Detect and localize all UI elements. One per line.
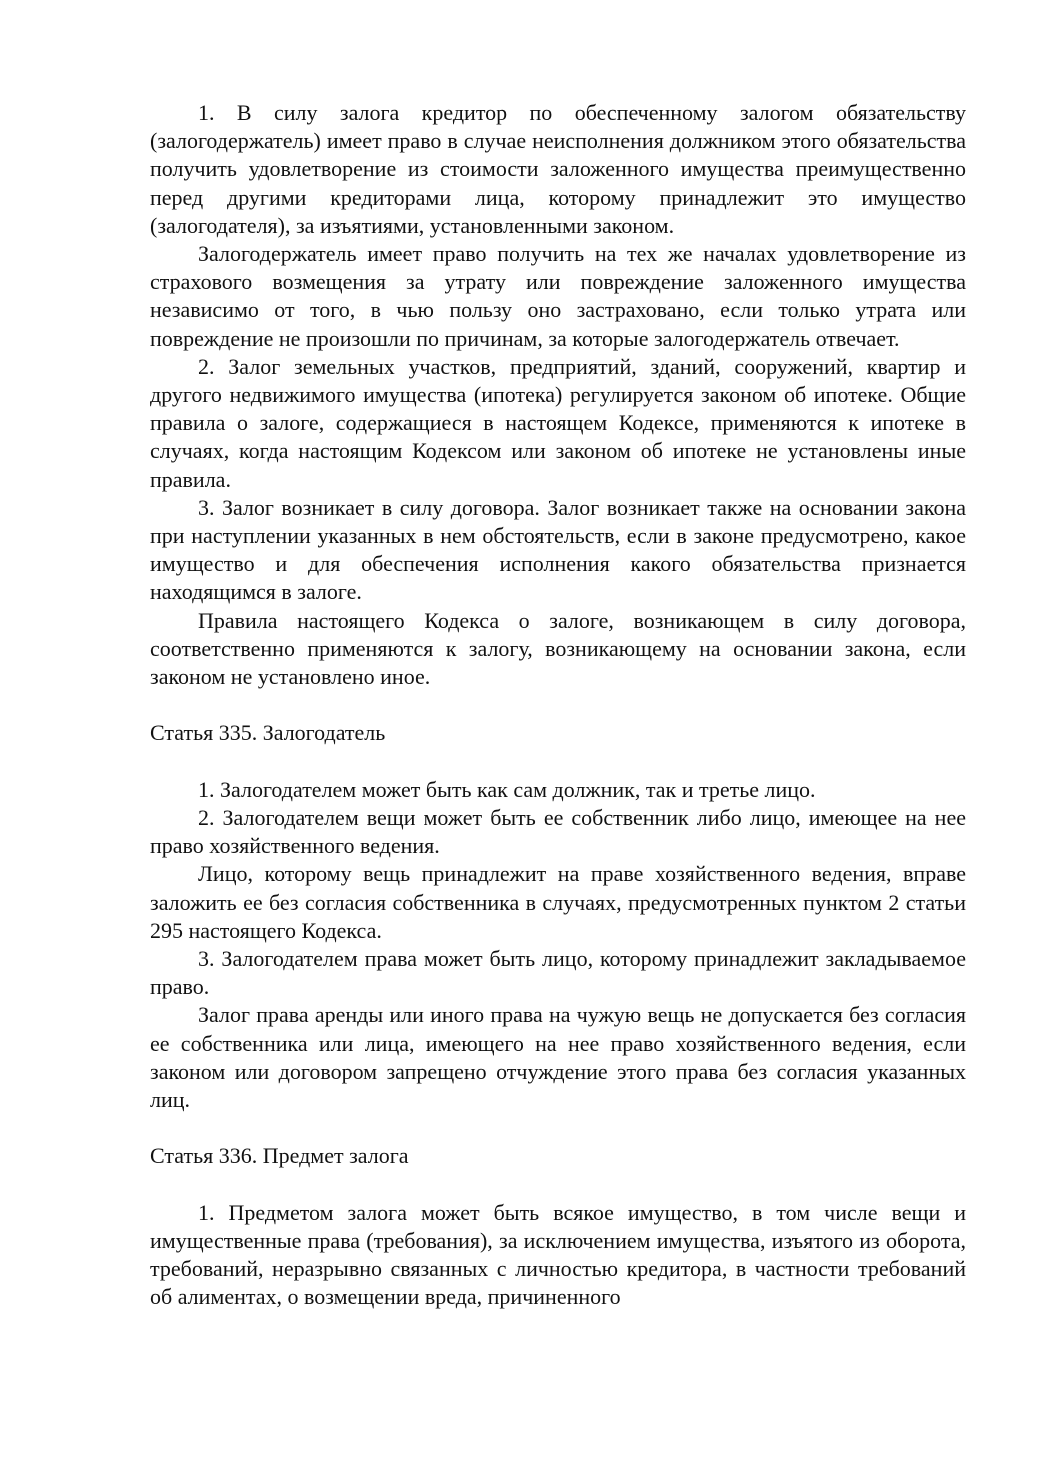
paragraph-335-2: 2. Залогодателем вещи может быть ее собственник либо лицо, имеющее на нее право хозяйственного ведения. xyxy=(150,805,966,859)
paragraph-336-1: 1. Предметом залога может быть всякое имущество, в том числе вещи и имущественные права (требования), за исключением имущества, изъятого из оборота, требований, неразрывно связанных с личностью кредитора, в частности требований об алиментах, о возмещении вреда, причиненного xyxy=(150,1199,966,1310)
paragraph-335-3-lease: Залог права аренды или иного права на чужую вещь не допускается без согласия ее собственника или лица, имеющего на нее право хозяйственного ведения, если законом или договором запрещено отчуждение этого права без согласия указанных лиц. xyxy=(150,1002,966,1113)
paragraph-335-1: 1. Залогодателем может быть как сам должник, так и третье лицо. xyxy=(198,776,816,802)
paragraph-334-1: 1. В силу залога кредитор по обеспеченному залогом обязательству (залогодержатель) имеет право в случае неисполнения должником этого обязательства получить удовлетворение из стоимости заложенного имущества преимущественно перед другими кредиторами лица, которому принадлежит это имущество (залогодателя), за изъятиями, установленными законом. xyxy=(150,100,966,238)
paragraph-335-2-economic: Лицо, которому вещь принадлежит на праве хозяйственного ведения, вправе заложить ее без согласия собственника в случаях, предусмотренных пунктом 2 статьи 295 настоящего Кодекса. xyxy=(150,861,966,943)
article-335-heading: Статья 335. Залогодатель xyxy=(150,720,386,746)
paragraph-334-3-rules: Правила настоящего Кодекса о залоге, возникающем в силу договора, соответственно применяются к залогу, возникающему на основании закона, если законом не установлено иное. xyxy=(150,607,966,690)
paragraph-334-3: 3. Залог возникает в силу договора. Залог возникает также на основании закона при наступлении указанных в нем обстоятельств, если в законе предусмотрено, какое имущество и для обеспечения исполнения какого обязательства признается находящимся в залоге. xyxy=(150,494,966,605)
paragraph-334-2: 2. Залог земельных участков, предприятий, зданий, сооружений, квартир и другого недвижимого имущества (ипотека) регулируется законом об ипотеке. Общие правила о залоге, содержащиеся в настоящем Кодексе, применяются к ипотеке в случаях, когда настоящим Кодексом или законом об ипотеке не установлены иные правила. xyxy=(150,353,966,492)
paragraph-335-3: 3. Залогодателем права может быть лицо, которому принадлежит закладываемое право. xyxy=(150,946,966,1000)
paragraph-334-1-insurance: Залогодержатель имеет право получить на тех же началах удовлетворение из страхового возмещения за утрату или повреждение заложенного имущества независимо от того, в чью пользу оно застраховано, если только утрата или повреждение не произошли по причинам, за которые залогодержатель отвечает. xyxy=(150,241,966,351)
article-336-heading: Статья 336. Предмет залога xyxy=(150,1143,409,1169)
document-page xyxy=(150,99,966,1312)
